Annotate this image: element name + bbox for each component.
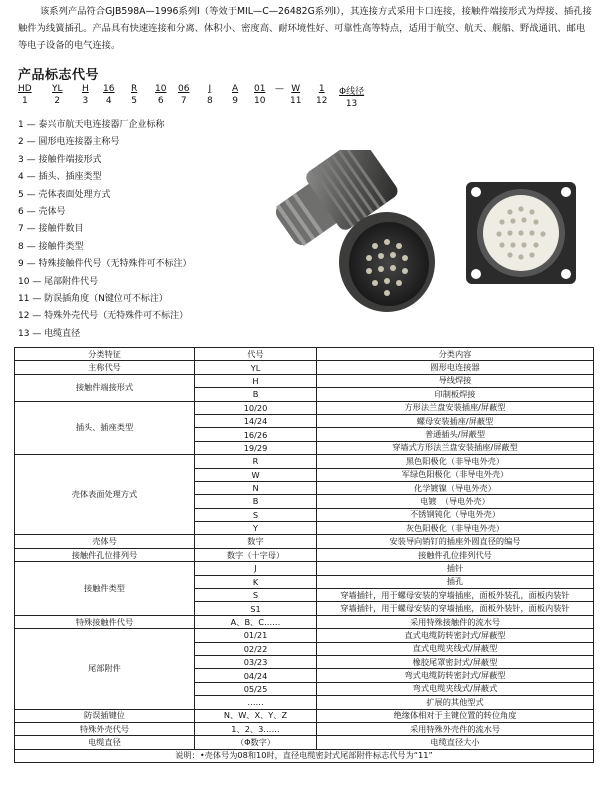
table-row	[15, 562, 594, 575]
content-cell: 绝缘体相对于主键位置的转位角度	[317, 709, 594, 722]
content-cell: 穿墙插针，用于螺母安装的穿墙插座，面板外装针，面板内装针	[317, 602, 594, 615]
content-cell: 黑色阳极化（非导电外壳）	[317, 455, 594, 468]
legend-item: 4 — 插头、插座类型	[18, 172, 102, 183]
code-number: 8	[207, 96, 213, 106]
code-value: H	[82, 84, 89, 94]
code-value: A	[232, 84, 239, 94]
code-segment	[254, 84, 265, 106]
legend-item: 8 — 接触件类型	[18, 241, 84, 252]
table-row	[15, 374, 594, 387]
code-cell: B	[195, 388, 317, 401]
code-cell: B	[195, 495, 317, 508]
feature-cell: 插头、插座类型	[15, 401, 195, 455]
table-row	[15, 615, 594, 628]
feature-cell: 壳体号	[15, 535, 195, 548]
content-cell: 方形法兰盘安装插座/屏蔽型	[317, 401, 594, 414]
table-row	[15, 736, 594, 749]
legend-item: 7 — 接触件数目	[18, 224, 84, 235]
content-cell: 电缆直径大小	[317, 736, 594, 749]
table-row	[15, 455, 594, 468]
content-cell: 直式电缆防转密封式/屏蔽型	[317, 629, 594, 642]
code-cell: 19/29	[195, 441, 317, 454]
legend-item: 2 — 圆形电连接器主称号	[18, 137, 120, 148]
feature-cell: 防误插键位	[15, 709, 195, 722]
content-cell: 采用特殊外壳件的流水号	[317, 722, 594, 735]
feature-cell: 特殊接触件代号	[15, 615, 195, 628]
code-segment	[275, 84, 284, 96]
content-cell: 插针	[317, 562, 594, 575]
code-cell: N、W、X、Y、Z	[195, 709, 317, 722]
code-segment	[316, 84, 327, 106]
code-number: 3	[82, 96, 89, 106]
code-segment	[207, 84, 213, 106]
code-legend	[18, 117, 191, 343]
legend-item: 11 — 防误插角度（N键位可不标注）	[18, 294, 168, 305]
legend-item: 3 — 接触件端接形式	[18, 154, 102, 165]
code-cell: S	[195, 508, 317, 521]
code-number: 7	[180, 96, 187, 106]
content-cell: 穿墙式方形法兰盘安装插座/屏蔽型	[317, 441, 594, 454]
code-cell: Y	[195, 522, 317, 535]
content-cell: 扩展的其他型式	[317, 696, 594, 709]
content-cell: 灰色阳极化（非导电外壳）	[317, 522, 594, 535]
table-row	[15, 361, 594, 374]
receptacle-connector-image	[462, 178, 580, 288]
feature-cell: 特殊外壳代号	[15, 722, 195, 735]
code-value: 16	[103, 84, 115, 94]
content-cell: 安装导向销钉的插座外圆直径的编号	[317, 535, 594, 548]
content-cell: 不锈钢钝化（导电外壳）	[317, 508, 594, 521]
content-cell: 插孔	[317, 575, 594, 588]
plug-connector-image	[255, 150, 455, 325]
code-segment	[52, 84, 63, 106]
code-segment	[178, 84, 189, 106]
code-cell: （Φ数字）	[195, 736, 317, 749]
feature-cell: 接触件类型	[15, 562, 195, 616]
feature-cell: 电缆直径	[15, 736, 195, 749]
content-cell: 化学镀镍（导电外壳）	[317, 481, 594, 494]
legend-item: 1 — 泰兴市航天电连接器厂企业标称	[18, 120, 165, 130]
content-cell: 圆形电连接器	[317, 361, 594, 374]
feature-cell: 接触件端接形式	[15, 374, 195, 401]
table-header-row	[15, 348, 594, 361]
code-cell: 数字	[195, 535, 317, 548]
content-cell: 橡胶尾罩密封式/屏蔽型	[317, 655, 594, 668]
code-value: R	[131, 84, 138, 94]
code-cell: 16/26	[195, 428, 317, 441]
content-cell: 普通插头/屏蔽型	[317, 428, 594, 441]
legend-item: 12 — 特殊外壳代号（无特殊件可不标注）	[18, 311, 189, 322]
code-number: 2	[54, 96, 61, 106]
content-cell: 螺母安装插座/屏蔽型	[317, 414, 594, 427]
header-content: 分类内容	[317, 348, 594, 361]
code-cell: 03/23	[195, 655, 317, 668]
code-number: 9	[232, 96, 238, 106]
code-cell: N	[195, 481, 317, 494]
code-cell: 05/25	[195, 682, 317, 695]
code-cell: A、B、C……	[195, 615, 317, 628]
code-cell: J	[195, 562, 317, 575]
code-cell: 04/24	[195, 669, 317, 682]
table-row	[15, 548, 594, 561]
code-cell: K	[195, 575, 317, 588]
code-value: 10	[155, 84, 167, 94]
code-cell: 14/24	[195, 414, 317, 427]
content-cell: 接触件孔位排列代号	[317, 548, 594, 561]
code-number: 11	[290, 96, 302, 106]
table-row	[15, 535, 594, 548]
feature-cell: 接触件孔位排列号	[15, 548, 195, 561]
classification-table	[14, 347, 594, 763]
code-segment	[103, 84, 114, 106]
content-cell: 穿墙插针，用于螺母安装的穿墙插座，面板外装孔，面板内装针	[317, 589, 594, 602]
code-segment	[82, 84, 89, 106]
code-segment	[232, 84, 238, 106]
code-cell: 02/22	[195, 642, 317, 655]
code-segment	[131, 84, 137, 106]
code-number: 13	[345, 99, 358, 109]
code-cell: S1	[195, 602, 317, 615]
code-value: —	[275, 84, 284, 94]
code-number: 10	[254, 96, 266, 106]
content-cell: 弯式电缆防转密封式/屏蔽型	[317, 669, 594, 682]
table-row	[15, 629, 594, 642]
table-row	[15, 722, 594, 735]
legend-item: 9 — 特殊接触件代号（无特殊件可不标注）	[18, 259, 192, 270]
table-row	[15, 401, 594, 414]
code-number: 12	[316, 96, 328, 106]
content-cell: 直式电缆夹线式/屏蔽型	[317, 642, 594, 655]
legend-item: 6 — 壳体号	[18, 207, 66, 218]
code-value: W	[291, 84, 301, 94]
code-number: 1	[21, 96, 28, 106]
legend-item: 5 — 壳体表面处理方式	[18, 189, 111, 200]
code-number: 6	[157, 96, 164, 106]
content-cell: 导线焊接	[317, 374, 594, 387]
code-number: 4	[105, 96, 112, 106]
code-cell: 01/21	[195, 629, 317, 642]
code-value: J	[208, 84, 212, 94]
content-cell: 弯式电缆夹线式/屏蔽式	[317, 682, 594, 695]
header-code: 代号	[195, 348, 317, 361]
feature-cell: 主称代号	[15, 361, 195, 374]
content-cell: 印制板焊接	[317, 388, 594, 401]
intro-paragraph	[18, 3, 593, 54]
legend-item: 13 — 电缆直径	[18, 328, 81, 339]
table-note-row	[15, 749, 594, 762]
table-row	[15, 709, 594, 722]
code-cell: 数字（十字母）	[195, 548, 317, 561]
code-value: 06	[178, 84, 190, 94]
content-cell: 军绿色阳极化（非导电外壳）	[317, 468, 594, 481]
legend-item: 10 — 尾部附件代号	[18, 276, 99, 287]
content-cell: 电镀 （导电外壳）	[317, 495, 594, 508]
code-cell: R	[195, 455, 317, 468]
code-cell: 10/20	[195, 401, 317, 414]
code-segment	[18, 84, 32, 106]
section-heading: 产品标志代号	[18, 68, 100, 83]
code-segment	[290, 84, 301, 106]
table-note: 说明：•壳体号为08和10时，直径电缆密封式尾部附件标志代号为“11”	[15, 749, 594, 762]
code-segment	[339, 84, 364, 109]
content-cell: 采用特殊接触件的流水号	[317, 615, 594, 628]
code-value: 1	[318, 84, 325, 94]
code-cell: H	[195, 374, 317, 387]
code-value: YL	[52, 84, 63, 94]
code-cell: YL	[195, 361, 317, 374]
code-segment	[155, 84, 166, 106]
code-value: 01	[254, 84, 266, 94]
code-number: 5	[131, 96, 137, 106]
intro-text: 该系列产品符合GJB598A—1996系列Ⅰ（等效于MIL—C—26482G系列Ⅰ），其连接方式采用卡口连接，接触件端接形式为焊接、插孔接触件为线簧插孔。产品具有快速连接和分离、体积小、密度高、耐环境性好、可靠性高等特点，适用于航空、航天、舰船、野战通讯、邮电等电子设备的电气连接。	[18, 6, 592, 51]
code-cell: W	[195, 468, 317, 481]
code-value: Φ线径	[339, 87, 365, 97]
code-cell: S	[195, 589, 317, 602]
code-value: HD	[18, 84, 32, 94]
code-cell: 1、2、3……	[195, 722, 317, 735]
feature-cell: 壳体表面处理方式	[15, 455, 195, 535]
header-feature: 分类特征	[15, 348, 195, 361]
feature-cell: 尾部附件	[15, 629, 195, 709]
code-cell: ……	[195, 696, 317, 709]
